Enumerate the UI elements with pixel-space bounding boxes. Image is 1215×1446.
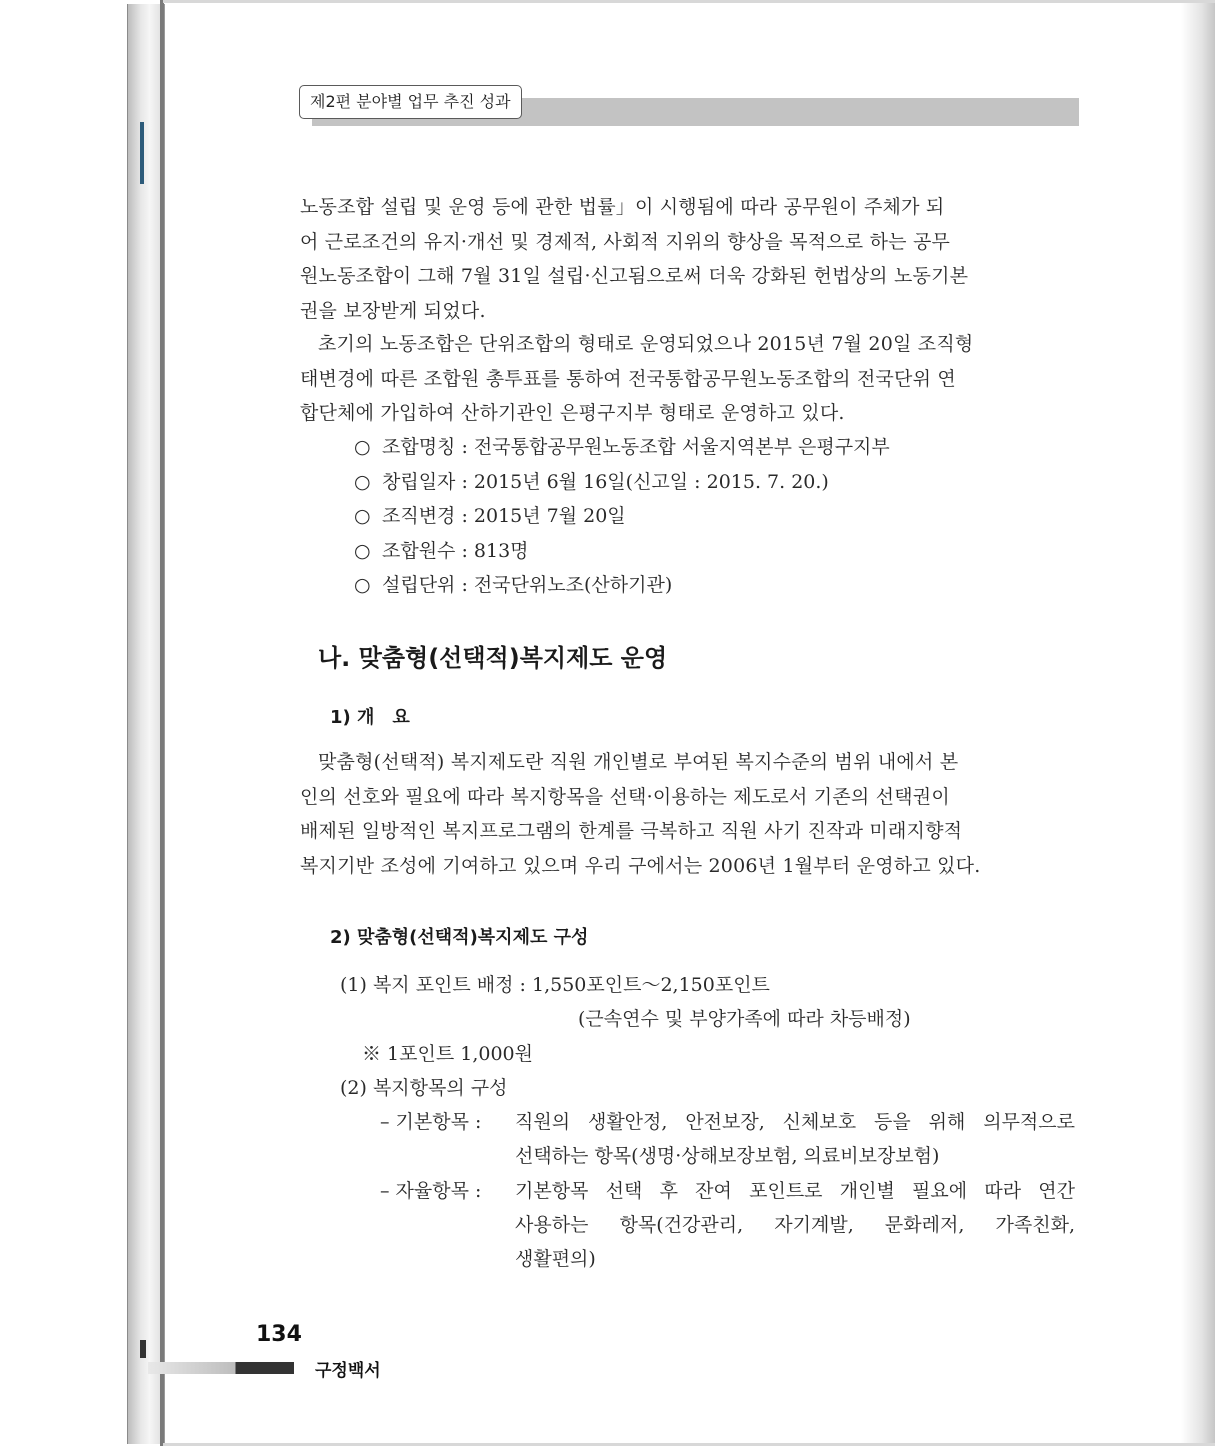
section-heading: 나. 맞춤형(선택적)복지제도 운영 <box>318 644 668 672</box>
subsection-heading-structure: 2) 맞춤형(선택적)복지제도 구성 <box>330 927 589 948</box>
paragraph-line: 노동조합 설립 및 운영 등에 관한 법률」이 시행됨에 따라 공무원이 주체가 되 <box>300 196 945 218</box>
list-item <box>354 534 890 569</box>
list-item <box>354 465 890 500</box>
optional-item-label: – 자율항목 : <box>380 1180 482 1202</box>
optional-item-line-3: 생활편의) <box>515 1248 596 1270</box>
allocation-note: (근속연수 및 부양가족에 따라 차등배정) <box>578 1008 911 1030</box>
list-item <box>354 499 890 534</box>
welfare-point-allocation: (1) 복지 포인트 배정 : 1,550포인트～2,150포인트 <box>340 974 770 996</box>
list-item-text: 조합원수 : 813명 <box>382 539 529 562</box>
paragraph-line: 어 근로조건의 유지·개선 및 경제적, 사회적 지위의 향상을 목적으로 하는 공무 <box>300 230 951 253</box>
bullet-icon: ○ <box>354 436 371 458</box>
welfare-items-heading: (2) 복지항목의 구성 <box>340 1077 508 1099</box>
spine-marker <box>140 122 144 184</box>
spine-marker-bottom <box>140 1340 146 1358</box>
bullet-icon: ○ <box>354 574 371 596</box>
paragraph-line: 배제된 일방적인 복지프로그램의 한계를 극복하고 직원 사기 진작과 미래지향적 <box>300 820 963 842</box>
list-item-text: 설립단위 : 전국단위노조(산하기관) <box>382 574 673 596</box>
list-item <box>354 568 890 603</box>
page-number: 134 <box>256 1322 302 1347</box>
bullet-icon: ○ <box>354 470 371 493</box>
basic-item-line-1: 직원의 생활안정, 안전보장, 신체보호 등을 위해 의무적으로 <box>515 1111 1075 1133</box>
list-item <box>354 430 890 465</box>
paragraph-line: 초기의 노동조합은 단위조합의 형태로 운영되었으나 2015년 7월 20일 조직형 <box>318 333 974 355</box>
footer-bar <box>148 1362 294 1374</box>
optional-item-line-2: 사용하는 항목(건강관리, 자기계발, 문화레저, 가족친화, <box>515 1214 1075 1236</box>
paragraph-line: 복지기반 조성에 기여하고 있으며 우리 구에서는 2006년 1월부터 운영하고 있다. <box>300 854 981 877</box>
basic-item-line-2: 선택하는 항목(생명·상해보장보험, 의료비보장보험) <box>515 1145 940 1167</box>
paragraph-line: 인의 선호와 필요에 따라 복지항목을 선택·이용하는 제도로서 기존의 선택권이 <box>300 785 950 808</box>
bullet-icon: ○ <box>354 505 371 527</box>
basic-item-label: – 기본항목 : <box>380 1111 482 1133</box>
page-edge-top <box>163 0 1215 3</box>
intro-paragraph-2 <box>300 327 1076 431</box>
optional-item-line-1: 기본항목 선택 후 잔여 포인트로 개인별 필요에 따라 연간 <box>515 1180 1075 1202</box>
list-item-text: 조합명칭 : 전국통합공무원노동조합 서울지역본부 은평구지부 <box>382 436 890 458</box>
union-facts-list <box>354 430 890 603</box>
spine-shadow <box>160 0 164 1446</box>
intro-paragraph-1 <box>300 190 1076 328</box>
section-label: 제2편 분야별 업무 추진 성과 <box>299 85 522 119</box>
paragraph-line: 맞춤형(선택적) 복지제도란 직원 개인별로 부여된 복지수준의 범위 내에서 본 <box>318 751 959 773</box>
paragraph-line: 합단체에 가입하여 산하기관인 은평구지부 형태로 운영하고 있다. <box>300 402 845 424</box>
paragraph-line: 권을 보장받게 되었다. <box>300 299 486 322</box>
subsection-heading-overview: 1) 개 요 <box>330 707 410 728</box>
overview-paragraph <box>300 745 1076 883</box>
list-item-text: 조직변경 : 2015년 7월 20일 <box>382 505 626 527</box>
bullet-icon: ○ <box>354 539 371 562</box>
book-title: 구정백서 <box>315 1361 381 1381</box>
paragraph-line: 원노동조합이 그해 7월 31일 설립·신고됨으로써 더욱 강화된 헌법상의 노동기본 <box>300 265 969 287</box>
point-value-note: ※ 1포인트 1,000원 <box>362 1043 533 1065</box>
list-item-text: 창립일자 : 2015년 6월 16일(신고일 : 2015. 7. 20.) <box>382 470 829 493</box>
page-edge-right <box>1181 0 1215 1446</box>
paragraph-line: 태변경에 따른 조합원 총투표를 통하여 전국통합공무원노동조합의 전국단위 연 <box>300 367 956 390</box>
